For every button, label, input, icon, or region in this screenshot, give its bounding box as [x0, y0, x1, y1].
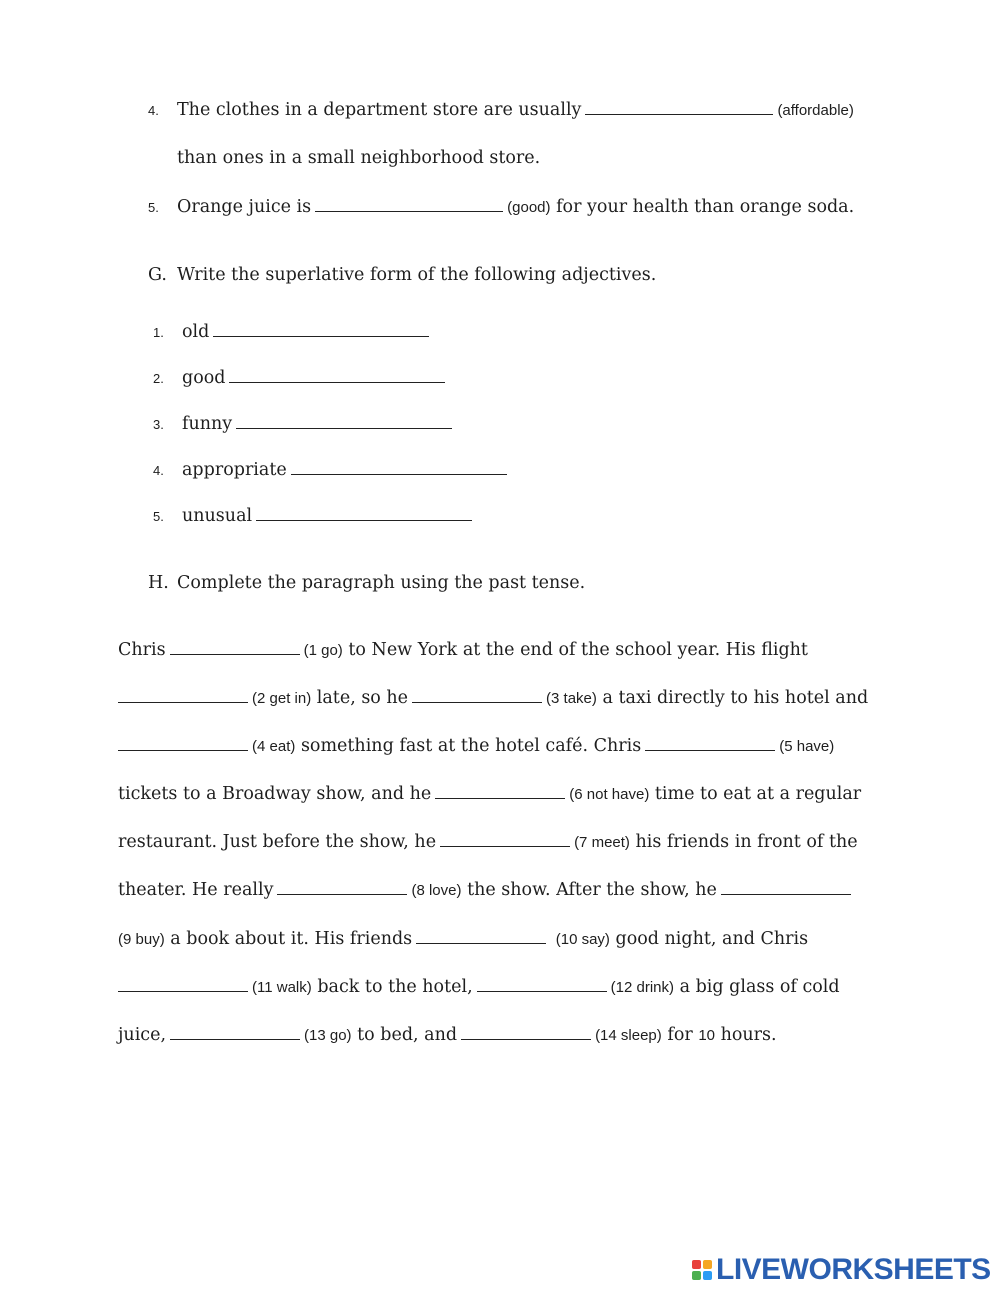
- paragraph-line-1: [118, 640, 808, 660]
- answer-blank[interactable]: [277, 893, 407, 895]
- adjective: appropriate: [182, 460, 287, 480]
- answer-blank[interactable]: [645, 749, 775, 751]
- hint-word: (good): [507, 199, 551, 216]
- section-letter: G.: [148, 265, 167, 285]
- logo-square: [703, 1271, 712, 1280]
- paragraph-line-2: [114, 688, 868, 708]
- paragraph-text: restaurant. Just before the show, he: [118, 832, 437, 852]
- hint-word: (affordable): [777, 102, 854, 119]
- paragraph-text: to bed, and: [357, 1025, 458, 1045]
- question-f4-continuation: than ones in a small neighborhood store.: [177, 148, 541, 168]
- hint-verb: (2 get in): [252, 690, 312, 707]
- paragraph-line-3: [114, 736, 834, 756]
- hint-verb: (9 buy): [118, 931, 165, 948]
- hint-verb: (7 meet): [574, 834, 630, 851]
- paragraph-text: late, so he: [316, 688, 409, 708]
- paragraph-text: a book about it. His friends: [170, 929, 413, 949]
- superlative-item: [153, 506, 476, 526]
- paragraph-text: a taxi directly to his hotel and: [602, 688, 869, 708]
- answer-blank[interactable]: [412, 701, 542, 703]
- answer-blank[interactable]: [213, 335, 429, 337]
- paragraph-line-9: [118, 1025, 777, 1045]
- question-number: 5.: [148, 200, 159, 215]
- hint-verb: (14 sleep): [595, 1027, 662, 1044]
- answer-blank[interactable]: [291, 473, 507, 475]
- answer-blank[interactable]: [585, 113, 773, 115]
- item-number: 5.: [153, 509, 164, 524]
- logo-square: [692, 1260, 701, 1269]
- paragraph-line-6: [118, 880, 855, 900]
- logo-icon: [692, 1260, 712, 1280]
- answer-blank[interactable]: [118, 749, 248, 751]
- adjective: good: [182, 368, 226, 388]
- hint-verb: (8 love): [411, 882, 462, 899]
- answer-blank[interactable]: [461, 1038, 591, 1040]
- section-instruction: Complete the paragraph using the past tense.: [177, 573, 586, 593]
- paragraph-text: for: [667, 1025, 693, 1045]
- hint-verb: (12 drink): [610, 979, 674, 996]
- paragraph-text: to New York at the end of the school year. His flight: [348, 640, 808, 660]
- answer-blank[interactable]: [477, 990, 607, 992]
- item-number: 2.: [153, 371, 164, 386]
- answer-blank[interactable]: [440, 845, 570, 847]
- section-instruction: Write the superlative form of the following adjectives.: [177, 265, 657, 285]
- hint-verb: (3 take): [546, 690, 597, 707]
- answer-blank[interactable]: [170, 1038, 300, 1040]
- answer-blank[interactable]: [315, 210, 503, 212]
- liveworksheets-logo[interactable]: [692, 1253, 991, 1287]
- section-letter: H.: [148, 573, 169, 593]
- paragraph-text: the show. After the show, he: [467, 880, 717, 900]
- paragraph-text: a big glass of cold: [679, 977, 840, 997]
- answer-blank[interactable]: [236, 427, 452, 429]
- question-text: The clothes in a department store are usually: [177, 100, 582, 120]
- paragraph-text: his friends in front of the: [635, 832, 858, 852]
- paragraph-text: hours.: [720, 1025, 777, 1045]
- paragraph-text: time to eat at a regular: [654, 784, 862, 804]
- superlative-item: [153, 322, 433, 342]
- superlative-item: [153, 414, 456, 434]
- hint-verb: (1 go): [303, 642, 343, 659]
- answer-blank[interactable]: [118, 701, 248, 703]
- hint-verb: (5 have): [779, 738, 835, 755]
- section-g-heading: [148, 265, 656, 285]
- paragraph-text: juice,: [118, 1025, 167, 1045]
- adjective: old: [182, 322, 210, 342]
- answer-blank[interactable]: [256, 519, 472, 521]
- paragraph-line-7: [118, 929, 808, 949]
- answer-blank[interactable]: [416, 942, 546, 944]
- question-text: Orange juice is: [177, 197, 312, 217]
- question-number: 4.: [148, 103, 159, 118]
- paragraph-text: tickets to a Broadway show, and he: [118, 784, 432, 804]
- logo-text: LIVEWORKSHEETS: [716, 1253, 991, 1286]
- adjective: unusual: [182, 506, 253, 526]
- logo-square: [703, 1260, 712, 1269]
- paragraph-text: back to the hotel,: [317, 977, 473, 997]
- question-f5: [148, 197, 854, 217]
- item-number: 3.: [153, 417, 164, 432]
- paragraph-text: something fast at the hotel café. Chris: [300, 736, 642, 756]
- question-text: for your health than orange soda.: [556, 197, 855, 217]
- hint-verb: (6 not have): [569, 786, 650, 803]
- item-number: 4.: [153, 463, 164, 478]
- paragraph-text: Chris: [118, 640, 166, 660]
- hint-verb: (11 walk): [252, 979, 312, 996]
- section-h-heading: [148, 573, 585, 593]
- paragraph-line-4: [118, 784, 861, 804]
- superlative-item: [153, 368, 449, 388]
- hint-verb: (10 say): [555, 931, 610, 948]
- question-f4: [148, 100, 854, 120]
- answer-blank[interactable]: [721, 893, 851, 895]
- superlative-item: [153, 460, 511, 480]
- item-number: 1.: [153, 325, 164, 340]
- answer-blank[interactable]: [170, 653, 300, 655]
- paragraph-line-8: [114, 977, 840, 997]
- adjective: funny: [182, 414, 233, 434]
- logo-square: [692, 1271, 701, 1280]
- answer-blank[interactable]: [118, 990, 248, 992]
- hint-verb: (13 go): [304, 1027, 352, 1044]
- answer-blank[interactable]: [435, 797, 565, 799]
- answer-blank[interactable]: [229, 381, 445, 383]
- paragraph-text: theater. He really: [118, 880, 274, 900]
- number-text: 10: [698, 1027, 715, 1044]
- hint-verb: (4 eat): [252, 738, 296, 755]
- paragraph-line-5: [118, 832, 858, 852]
- paragraph-text: good night, and Chris: [615, 929, 809, 949]
